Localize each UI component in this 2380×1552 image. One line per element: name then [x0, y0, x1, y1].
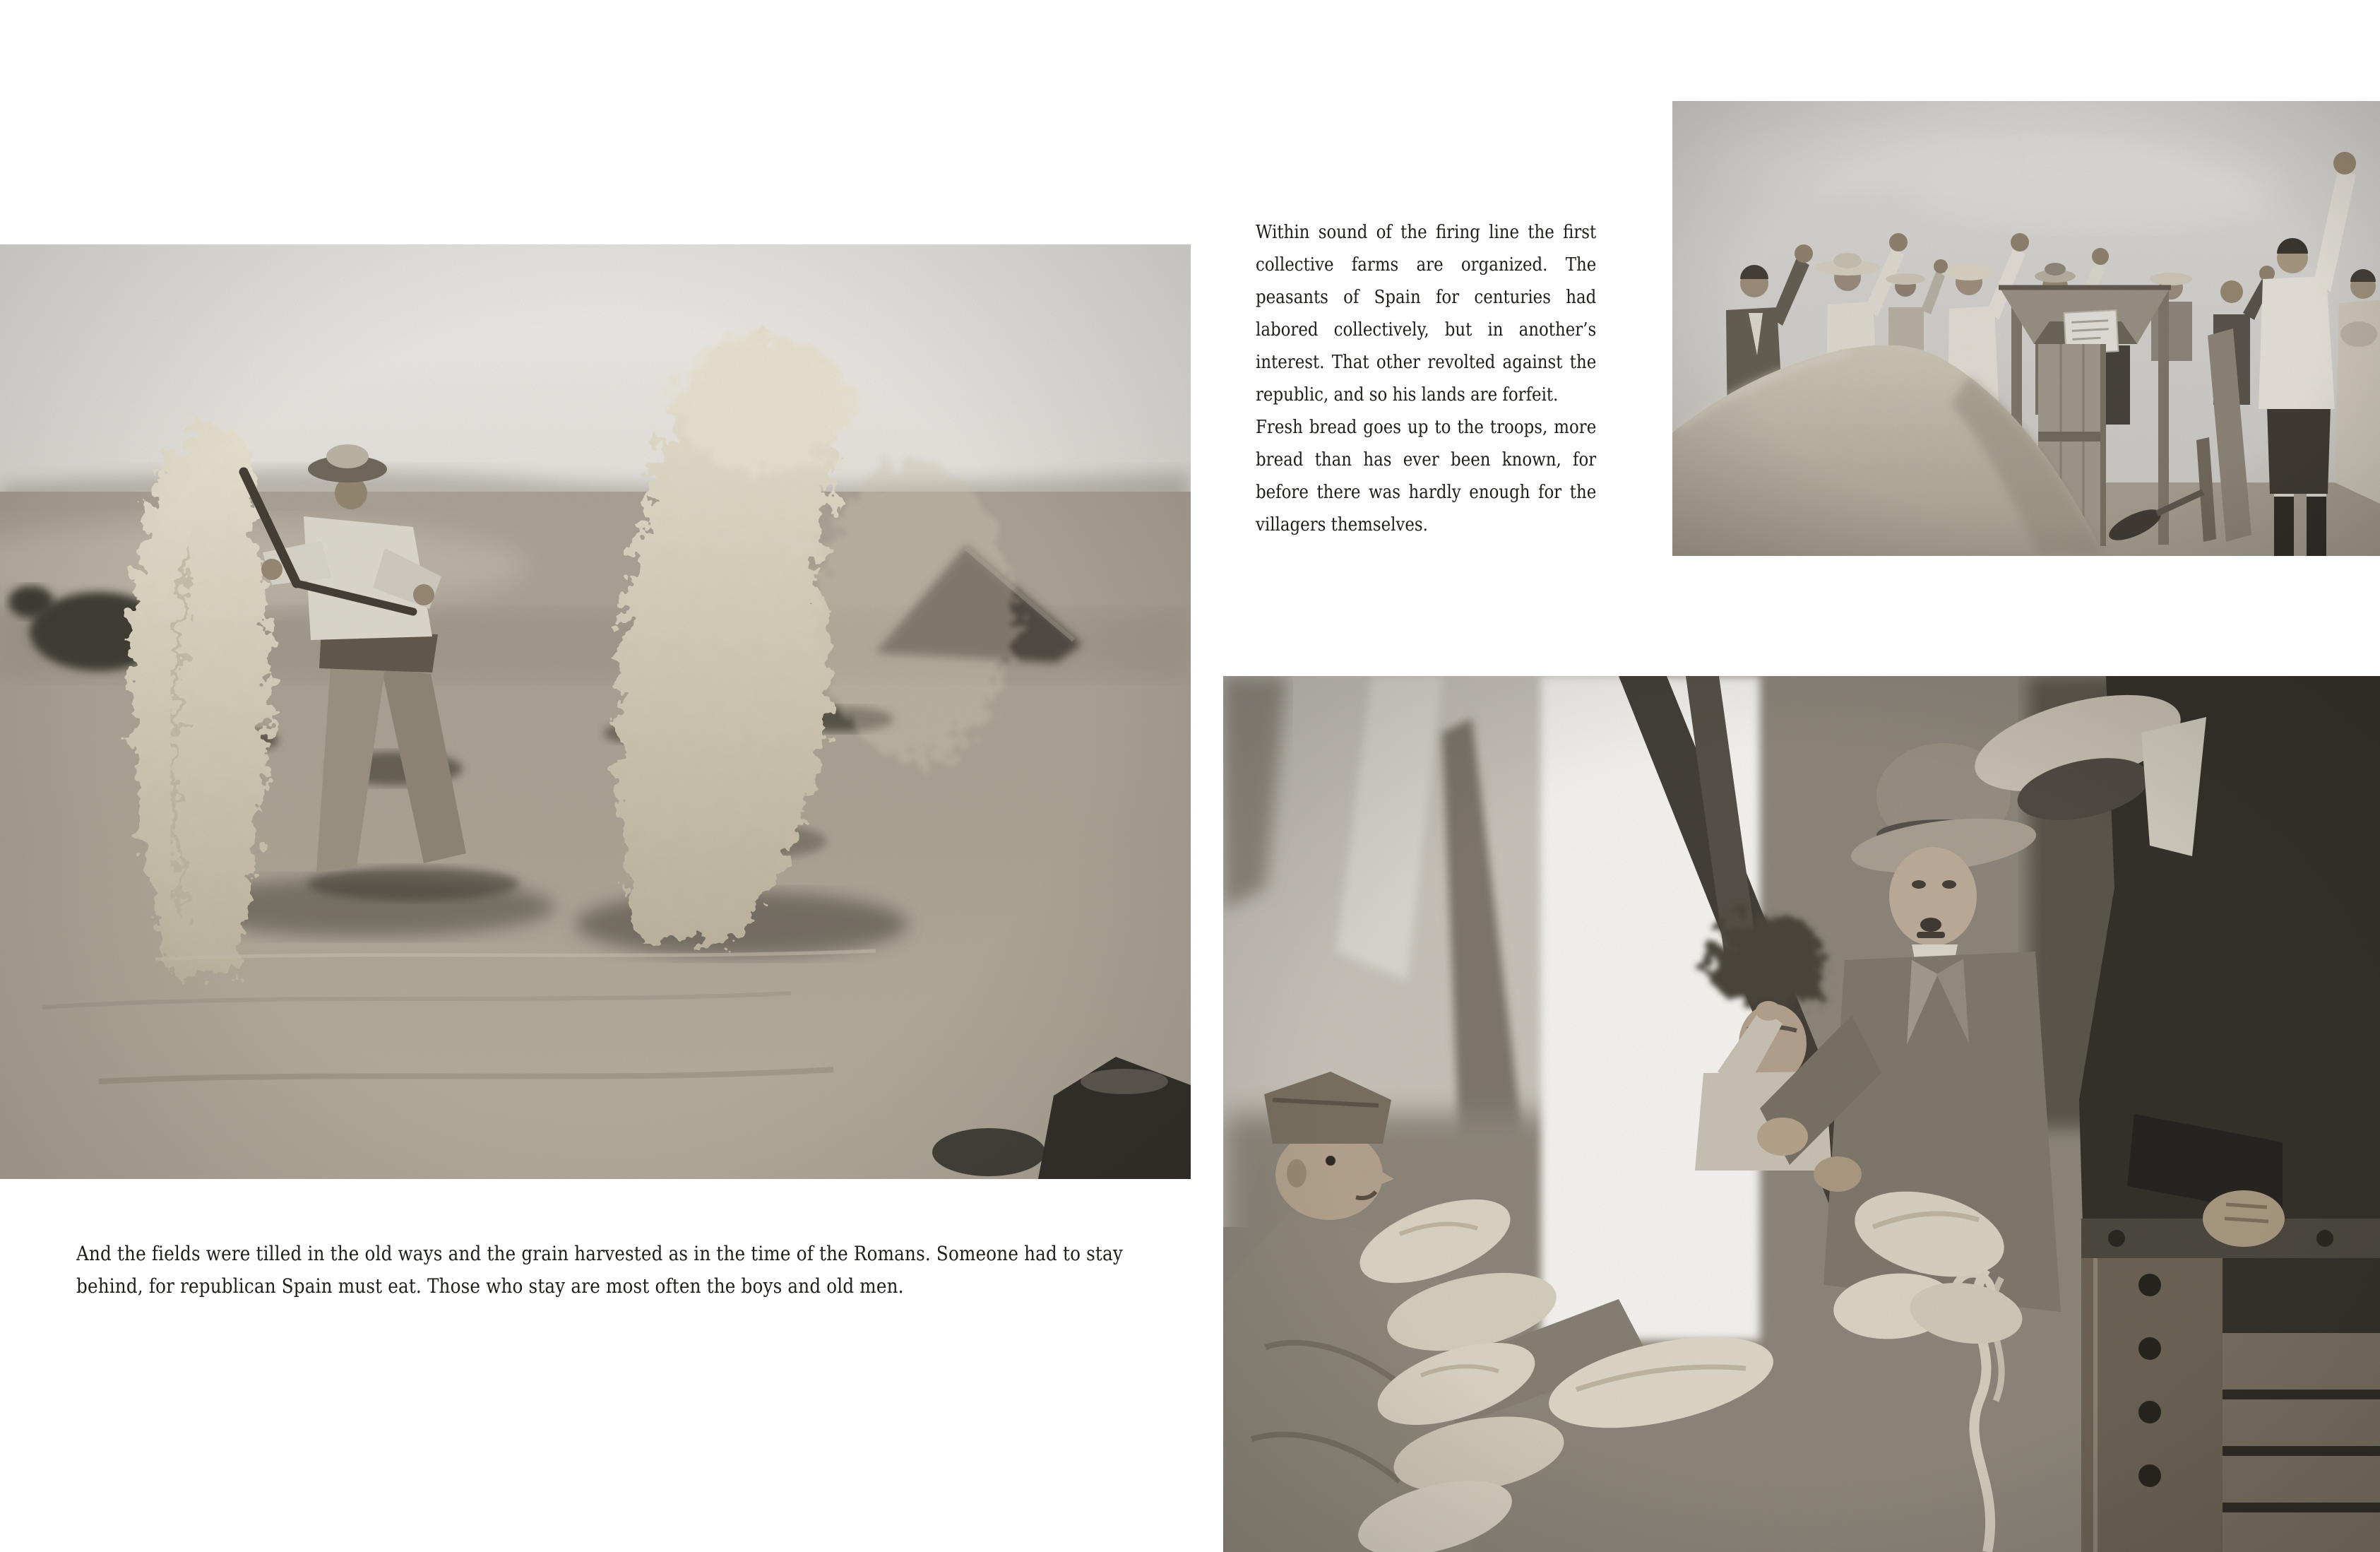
- body-text: [1256, 216, 1596, 541]
- photo-bread-loading: [1223, 676, 2380, 1552]
- caption-left: And the fields were tilled in the old ways and the grain harvested as in the time of the Romans. Someone had to stay behind, for republican Spain must eat. Those who stay are most often the boys and old men.: [76, 1242, 1123, 1298]
- paragraph-fresh-bread: Fresh bread goes up to the troops, more bread than has ever been known, for before there was hardly enough for the villagers themselves.: [1256, 417, 1597, 535]
- photo-salute-illustration: [1672, 101, 2380, 556]
- photo-winnowing: [0, 244, 1191, 1179]
- photo-bread-illustration: [1223, 676, 2380, 1552]
- paragraph-collective-farms: Within sound of the firing line the first collective farms are organized. The peasants of Spain for centuries had labored collectively, but in another’s interest. That other revolted against the republic, and so his lands are forfeit.: [1256, 222, 1597, 405]
- photo-winnowing-illustration: [0, 244, 1191, 1179]
- photo-collective-farm-salute: [1672, 101, 2380, 556]
